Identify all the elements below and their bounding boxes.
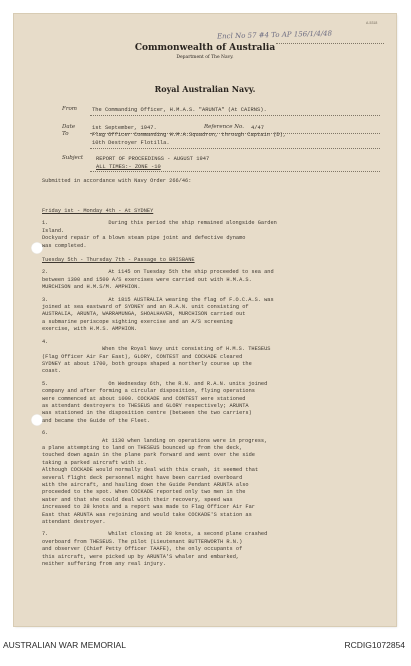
divider bbox=[90, 115, 380, 116]
date-label: Date bbox=[62, 124, 76, 130]
report-body bbox=[42, 208, 382, 568]
divider bbox=[90, 171, 380, 172]
paragraph-6-line: several flight deck personnel might have been carried overboard bbox=[42, 474, 243, 481]
paragraph-3-line: exercise, with H.M.S. AMPHION. bbox=[42, 326, 138, 333]
paragraph-7-line: and observer (Chief Petty Officer TAAFE), the only occupants of bbox=[42, 546, 243, 553]
paragraph-4-line: (Flag Officer Air Far East), GLORY, CONTEST and COCKADE cleared bbox=[42, 353, 243, 360]
footer-archive-name: AUSTRALIAN WAR MEMORIAL bbox=[3, 640, 126, 650]
paragraph-6-line: touched down again in the plane park forward and went over the side bbox=[42, 452, 255, 459]
letterhead-department: Department of The Navy. bbox=[176, 55, 234, 60]
paragraph-5-line: as attendant destroyers to THESEUS and GLORY respectively; ARUNTA bbox=[42, 402, 249, 409]
subject-line-1: REPORT OF PROCEEDINGS - AUGUST 1947 bbox=[96, 156, 210, 162]
paragraph-5-line: was stationed in the disposition centre (between the two carriers) bbox=[42, 410, 252, 417]
letterhead-title: Commonwealth of Australia bbox=[134, 43, 276, 53]
footer-item-id: RCDIG1072854 bbox=[344, 640, 405, 650]
paragraph-2-line: 2. At 1145 on Tuesday 5th the ship proceeded to sea and bbox=[42, 269, 274, 276]
paragraph-4-line: coast. bbox=[42, 368, 62, 375]
paragraph-6-line: water and that she could deal with their recovery, speed was bbox=[42, 496, 233, 503]
to-line-2: 10th Destroyer Flotilla. bbox=[92, 140, 170, 146]
section-heading: Tuesday 5th - Thursday 7th - Passage to BRISBANE bbox=[42, 257, 195, 264]
paragraph-1-line: was completed. bbox=[42, 242, 87, 249]
paragraph-6-line: attendant destroyer. bbox=[42, 519, 106, 526]
paragraph-3-line: AUSTRALIA, ARUNTA, WARRAMUNGA, SHOALHAVEN, MURCHISON carried out bbox=[42, 311, 246, 318]
paragraph-3-line: joined at sea eastward of SYDNEY and an R.A.N. unit consisting of bbox=[42, 304, 249, 311]
paragraph-5-line: were commenced at about 1000. COCKADE and CONTEST were stationed bbox=[42, 395, 246, 402]
paragraph-5-line: and became the Guide of the Fleet. bbox=[42, 417, 151, 424]
subject-label: Subject bbox=[62, 155, 84, 161]
to-label: To bbox=[62, 131, 69, 137]
to-line-1: Flag Officer Commanding H.M.A.Squadron, through Captain (D), bbox=[92, 132, 287, 138]
paragraph-7-line: neither suffering from any real injury. bbox=[42, 561, 166, 568]
document-page bbox=[14, 14, 396, 626]
paragraph-6-line: East that ARUNTA was rejoining and would take COCKADE'S station as bbox=[42, 511, 252, 518]
paragraph-4-line: SYDNEY at about 1700, both groups shaped a northerly course up the bbox=[42, 360, 252, 367]
paragraph-1-line: Island. bbox=[42, 227, 65, 234]
intro-text: Submitted in accordance with Navy Order 266/46: bbox=[42, 178, 192, 184]
paragraph-1-line: 1. During this period the ship remained alongside Garden bbox=[42, 220, 277, 227]
paragraph-3-line: a submarine periscope sighting exercise and an A/S screening bbox=[42, 318, 233, 325]
navy-title: Royal Australian Navy. bbox=[154, 84, 256, 94]
paragraph-3-line: 3. At 1815 AUSTRALIA wearing the flag of F.O.C.A.S. was bbox=[42, 296, 274, 303]
paragraph-6-line: increased to 28 knots and a report was made to Flag Officer Air Far bbox=[42, 504, 255, 511]
paragraph-6-line: Although COCKADE would normally deal with this crash, it seemed that bbox=[42, 467, 259, 474]
paragraph-1-line: Dockyard repair of a blown steam pipe joint and defective dynamo bbox=[42, 235, 246, 242]
paragraph-4-line: 4. bbox=[42, 338, 49, 345]
section-heading: Friday 1st - Monday 4th - At SYDNEY bbox=[42, 208, 154, 214]
paragraph-2-line: MURCHISON and H.M.S/M. AMPHION. bbox=[42, 284, 141, 291]
paragraph-2-line: between 1300 and 1500 A/S exercises were carried out with H.M.A.S. bbox=[42, 276, 252, 283]
paragraph-4-line: When the Royal Navy unit consisting of H.M.S. THESEUS bbox=[102, 346, 271, 353]
paragraph-7-line: overboard from THESEUS. The pilot (Lieutenant BUTTERWORTH R.N.) bbox=[42, 538, 243, 545]
handwritten-reference: Encl No 57 #4 To AP 156/1/4/48 bbox=[216, 29, 333, 41]
divider bbox=[90, 148, 380, 149]
paragraph-6-line: 6. bbox=[42, 430, 49, 437]
paragraph-6-line: proceeded to the spot. When COCKADE reported only two men in the bbox=[42, 489, 246, 496]
from-label: From bbox=[62, 106, 77, 112]
subject-line-2: ALL TIMES:- ZONE -10 bbox=[96, 164, 161, 170]
paragraph-5-line: 5. On Wednesday 6th, the R.N. and R.A.N. units joined bbox=[42, 380, 268, 387]
paragraph-6-line: At 1130 when landing on operations were in progress, bbox=[102, 437, 268, 444]
paragraph-6-line: a plane attempting to land on THESEUS bounced up from the deck, bbox=[42, 444, 243, 451]
reference-value: 4/47 bbox=[251, 125, 264, 131]
date-value: 1st September, 1947. bbox=[92, 125, 157, 131]
reference-label: Reference No. bbox=[204, 124, 244, 130]
paragraph-5-line: company and after forming a circular disposition, flying operations bbox=[42, 388, 255, 395]
paragraph-7-line: this aircraft, were picked up by ARUNTA'S whaler and embarked, bbox=[42, 553, 240, 560]
form-serial: A-5318 bbox=[366, 21, 378, 25]
paragraph-6-line: taking a parked aircraft with it. bbox=[42, 459, 147, 466]
paragraph-7-line: 7. Whilst closing at 28 knots, a second plane crashed bbox=[42, 531, 268, 538]
from-value: The Commanding Officer, H.M.A.S. "ARUNTA" (At CAIRNS). bbox=[92, 107, 267, 113]
paragraph-6-line: with the aircraft, and hauling down the Guide Pendant ARUNTA also bbox=[42, 482, 249, 488]
